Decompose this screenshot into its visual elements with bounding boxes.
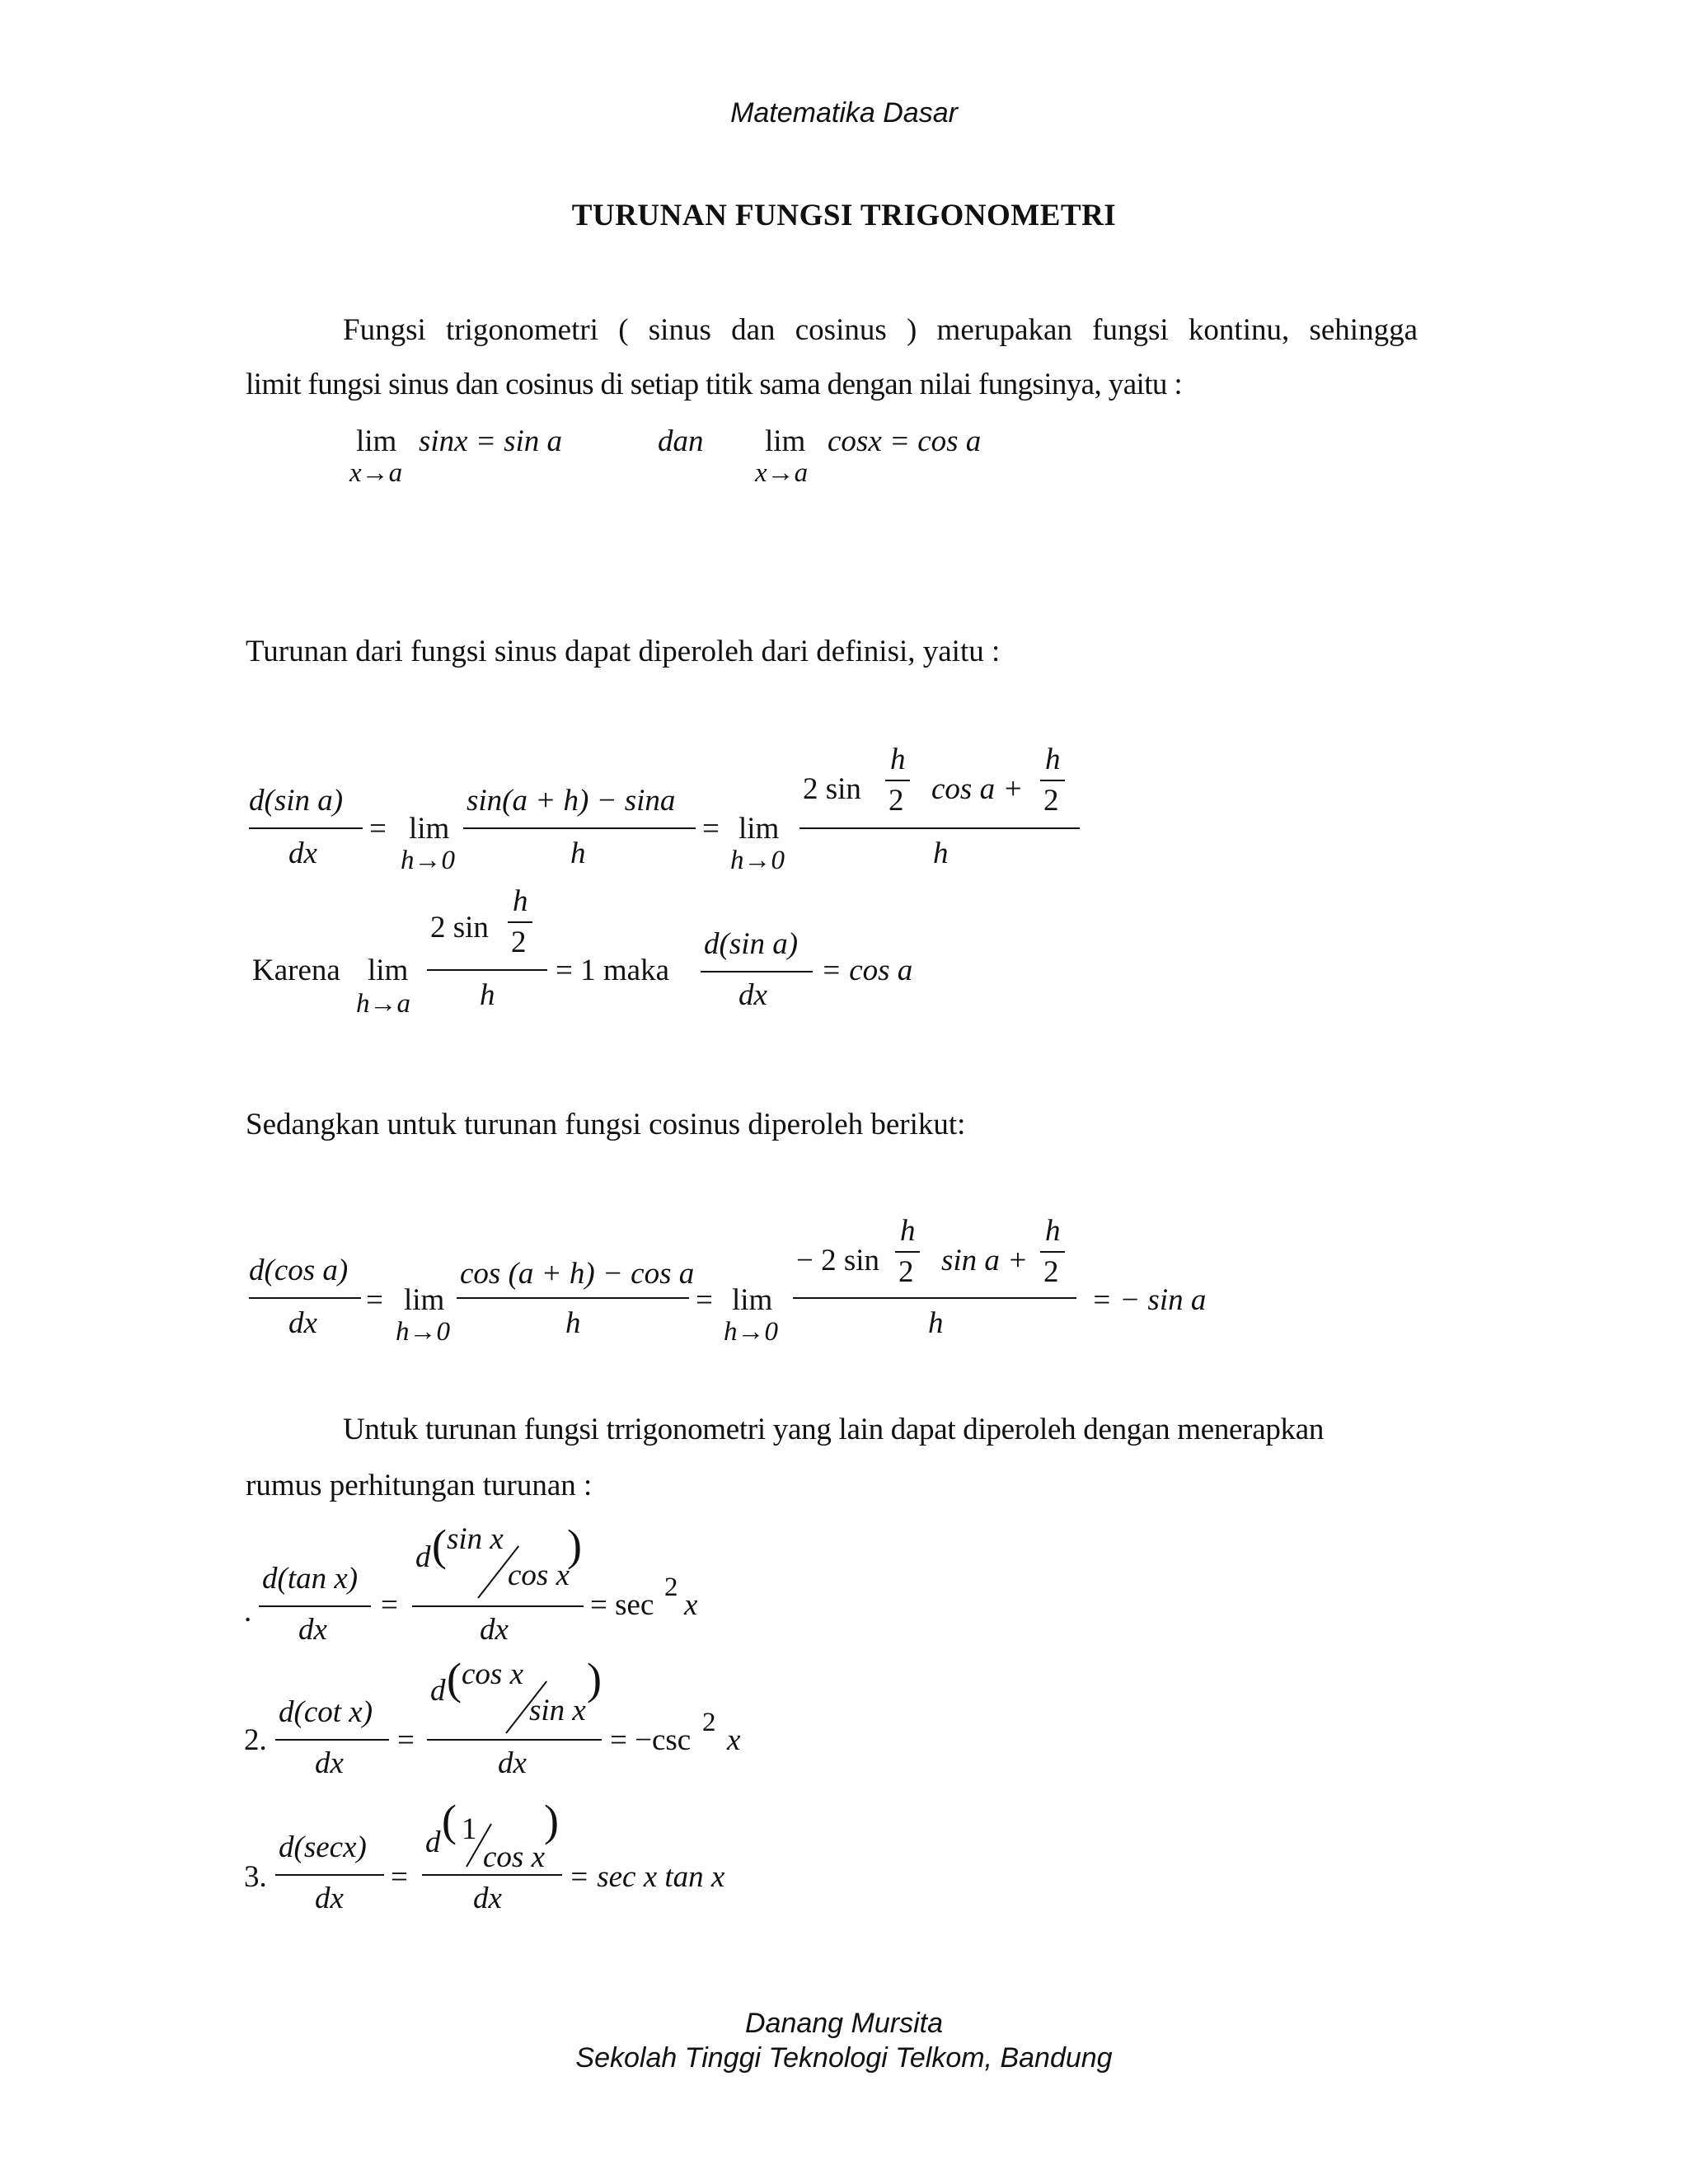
- difference-denominator: h: [570, 837, 586, 870]
- slash-top: 1: [462, 1812, 477, 1846]
- rhs-denominator: dx: [498, 1746, 527, 1780]
- fraction-bar: [412, 1605, 584, 1607]
- running-header: Matematika Dasar: [730, 97, 958, 129]
- result-text: = −csc: [610, 1723, 692, 1757]
- sin-a-plus: sin a +: [941, 1244, 1029, 1277]
- rhs-denominator: dx: [480, 1613, 509, 1647]
- result-var: x: [684, 1588, 698, 1622]
- sin-limit-expression: sinx = sin a: [419, 424, 562, 458]
- formula-number: 3.: [244, 1860, 267, 1894]
- fraction-bar: [259, 1605, 371, 1607]
- two-sin: 2 sin: [803, 772, 861, 806]
- cosine-intro: Sedangkan untuk turunan fungsi cosinus diperoleh berikut:: [246, 1108, 966, 1141]
- other-intro-line-1: Untuk turunan fungsi trrigonometri yang lain dapat diperoleh dengan menerapkan: [343, 1413, 1325, 1446]
- slash-bottom: cos x: [483, 1840, 545, 1874]
- h-over-two-den: 2: [1043, 784, 1059, 818]
- neg-two-sin: − 2 sin: [796, 1244, 880, 1277]
- lim-label: lim: [404, 1283, 445, 1317]
- rhs-denominator: dx: [473, 1882, 502, 1915]
- power: 2: [664, 1572, 678, 1602]
- d-operator: d: [430, 1674, 446, 1708]
- h-over-two-num: h: [900, 1214, 916, 1248]
- d-operator: d: [415, 1540, 431, 1574]
- formula-number: .: [244, 1595, 252, 1629]
- equals-sign: =: [366, 1283, 383, 1317]
- result-text: = sec x tan x: [569, 1860, 725, 1894]
- lhs-numerator: d(secx): [279, 1830, 367, 1864]
- right-paren: ): [567, 1521, 582, 1570]
- d-operator: d: [425, 1825, 441, 1859]
- lim-label: lim: [409, 812, 450, 846]
- sine-result: = cos a: [821, 954, 913, 987]
- lhs-numerator: d(cot x): [279, 1695, 373, 1729]
- lhs-numerator: d(tan x): [262, 1562, 359, 1596]
- h-over-two-num: h: [1045, 743, 1061, 776]
- lhs-denominator: dx: [315, 1746, 344, 1780]
- formula-number: 2.: [244, 1723, 267, 1757]
- power: 2: [702, 1708, 716, 1737]
- dan-word: dan: [658, 424, 704, 458]
- fraction-bar: [701, 971, 813, 972]
- lhs-denominator: dx: [288, 1306, 317, 1340]
- fraction-bar: [793, 1297, 1076, 1299]
- equals-one-maka: = 1 maka: [556, 954, 669, 987]
- right-paren: ): [587, 1654, 602, 1704]
- fraction-bar: [895, 1251, 920, 1253]
- lim-label: lim: [738, 812, 780, 846]
- lim-label: lim: [732, 1283, 773, 1317]
- fraction-bar: [508, 921, 532, 923]
- lim-subscript: h→0: [401, 846, 455, 875]
- left-paren: (: [447, 1654, 462, 1704]
- intro-line-1: Fungsi trigonometri ( sinus dan cosinus ) merupakan fungsi kontinu, sehingga: [343, 313, 1418, 347]
- fraction-bar: [1040, 780, 1065, 781]
- fraction-bar: [799, 827, 1080, 829]
- slash-top: sin x: [447, 1522, 504, 1556]
- equals-sign: =: [369, 812, 387, 846]
- h-over-two-den: 2: [889, 784, 904, 818]
- big-denominator: h: [933, 837, 949, 870]
- lim-label: lim: [356, 424, 397, 458]
- lhs-numerator: d(cos a): [249, 1254, 349, 1287]
- h-over-two-num: h: [1045, 1214, 1061, 1248]
- h-over-two-den: 2: [1043, 1255, 1059, 1289]
- cosine-result: = − sin a: [1091, 1283, 1207, 1317]
- equals-sign: =: [391, 1860, 408, 1894]
- lhs-denominator: dx: [298, 1613, 327, 1647]
- equals-sign: =: [702, 812, 720, 846]
- page-title: TURUNAN FUNGSI TRIGONOMETRI: [571, 199, 1117, 232]
- lhs-denominator: dx: [288, 837, 317, 870]
- difference-numerator: sin(a + h) − sina: [467, 784, 676, 818]
- fraction-bar: [1040, 1251, 1065, 1253]
- cos-limit-expression: cosx = cos a: [828, 424, 982, 458]
- h-over-two-num: h: [890, 743, 906, 776]
- big-denominator: h: [480, 978, 495, 1012]
- right-paren: ): [544, 1796, 559, 1845]
- lim-label: lim: [368, 954, 409, 987]
- slash-bottom: cos x: [508, 1558, 570, 1592]
- left-paren: (: [442, 1796, 457, 1845]
- left-paren: (: [432, 1521, 447, 1570]
- lim-label: lim: [765, 424, 806, 458]
- difference-numerator: cos (a + h) − cos a: [460, 1257, 695, 1291]
- footer-institution: Sekolah Tinggi Teknologi Telkom, Bandung: [575, 2042, 1113, 2074]
- lhs-numerator: d(sin a): [704, 927, 799, 961]
- karena-word: Karena: [252, 954, 340, 987]
- footer-author: Danang Mursita: [744, 2008, 943, 2039]
- cos-a-plus: cos a +: [931, 772, 1024, 806]
- lim-subscript: h→a: [356, 989, 410, 1019]
- two-sin: 2 sin: [430, 911, 489, 944]
- h-over-two-den: 2: [511, 926, 527, 959]
- intro-line-2: limit fungsi sinus dan cosinus di setiap titik sama dengan nilai fungsinya, yaitu :: [246, 368, 1183, 401]
- slash-top: cos x: [462, 1657, 523, 1691]
- cos-limit-subscript: x→a: [755, 458, 809, 488]
- lim-subscript: h→0: [396, 1317, 450, 1347]
- equals-sign: =: [696, 1283, 713, 1317]
- fraction-bar: [275, 1739, 389, 1741]
- lim-subscript: h→0: [724, 1317, 778, 1347]
- fraction-bar: [249, 827, 363, 829]
- fraction-bar: [422, 1874, 562, 1876]
- result-text: = sec: [590, 1588, 654, 1622]
- slash-bottom: sin x: [529, 1694, 586, 1727]
- equals-sign: =: [397, 1723, 415, 1757]
- other-intro-line-2: rumus perhitungan turunan :: [246, 1469, 593, 1502]
- fraction-bar: [427, 969, 547, 971]
- fraction-bar: [427, 1739, 602, 1741]
- fraction-bar: [275, 1874, 384, 1876]
- big-denominator: h: [928, 1306, 944, 1340]
- difference-denominator: h: [565, 1306, 581, 1340]
- sin-limit-subscript: x→a: [349, 458, 403, 488]
- lim-subscript: h→0: [730, 846, 785, 875]
- h-over-two-num: h: [513, 884, 528, 918]
- fraction-bar: [249, 1297, 361, 1299]
- lhs-numerator: d(sin a): [249, 784, 344, 818]
- fraction-bar: [463, 827, 696, 829]
- equals-sign: =: [381, 1588, 398, 1622]
- sine-intro: Turunan dari fungsi sinus dapat diperoleh dari definisi, yaitu :: [246, 635, 1001, 668]
- lhs-denominator: dx: [315, 1882, 344, 1915]
- fraction-bar: [885, 780, 910, 781]
- result-var: x: [727, 1723, 741, 1757]
- lhs-denominator: dx: [738, 978, 767, 1012]
- h-over-two-den: 2: [898, 1255, 914, 1289]
- fraction-bar: [457, 1297, 689, 1299]
